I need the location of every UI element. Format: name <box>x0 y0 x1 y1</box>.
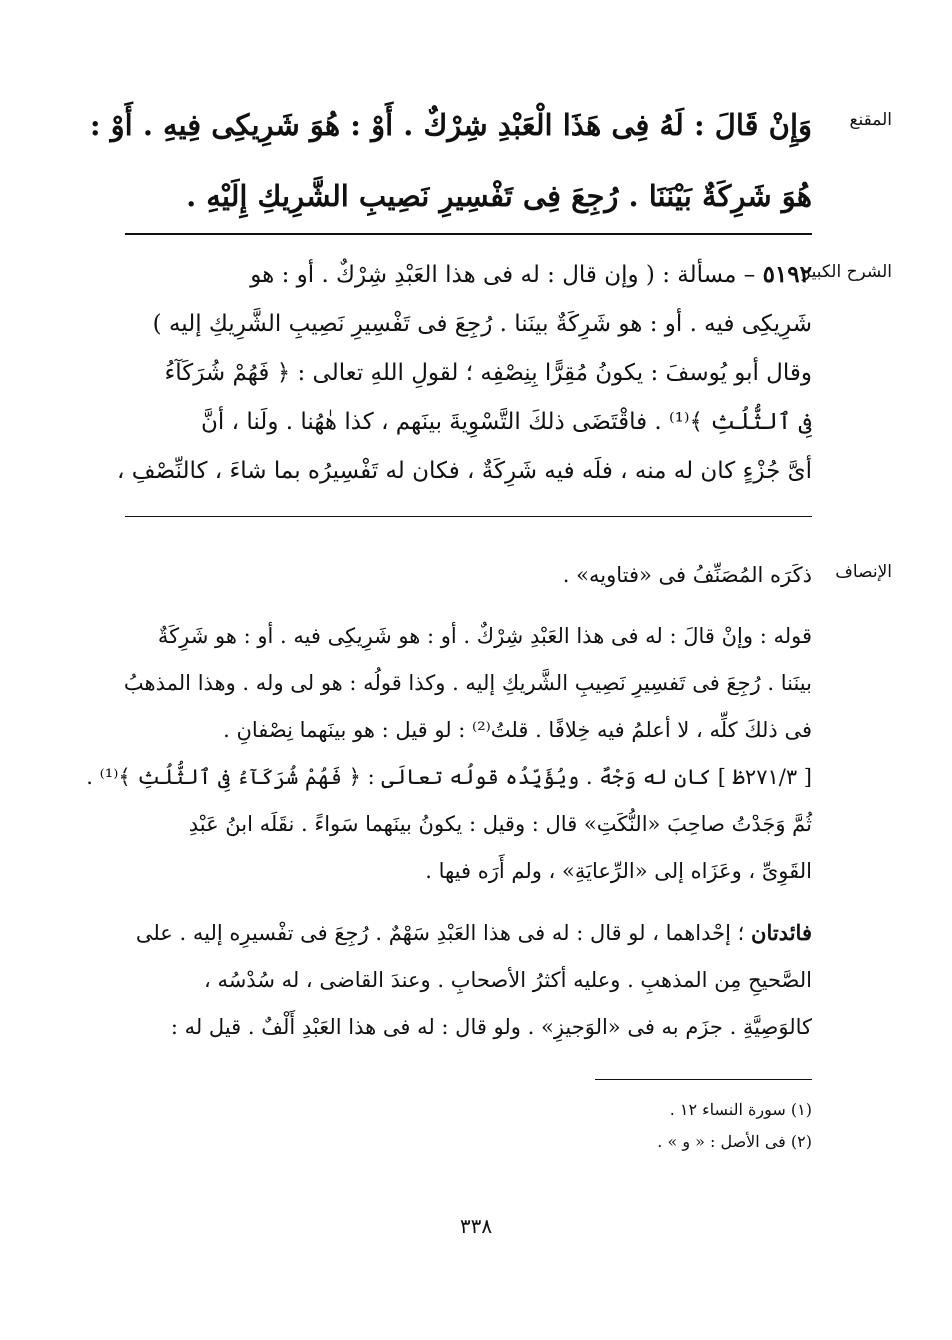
insaf-text <box>86 552 812 1051</box>
muqni-line-2: هُوَ شَرِكَةٌ بَيْنَنَا . رُجِعَ فِى تَفْسِيرِ نَصِيبِ الشَّرِيكِ إِلَيْهِ . <box>186 179 812 213</box>
footnote-2: (٢) فى الأصل : « و » . <box>657 1132 812 1151</box>
insaf-intro-line: ذكَرَه المُصَنِّفُ فى «فتاويه» . <box>562 563 812 587</box>
footnotes <box>312 1094 812 1158</box>
sharh-line-1-text: – مسألة : ( وإن قال : له فى هذا العَبْدِ شِرْكٌ . أو : هو <box>250 262 756 288</box>
insaf-p2-line-1-text: ؛ إحْداهما ، لو قال : له فى هذا العَبْدِ سَهْمٌ . رُجِعَ فى تفْسيرِه إليه . على <box>135 921 745 945</box>
insaf-p1-line-6: القَوِىِّ ، وعَزَاه إلى «الرِّعايَةِ» ، ولم أَرَه فيها . <box>425 859 812 883</box>
sharh-line-2: شَرِيكِى فيه . أو : هو شَرِكَةٌ بينَنا . رُجِعَ فى تَفْسِيرِ نَصِيبِ الشَّرِيكِ إليه ) <box>152 311 812 337</box>
sharh-line-4: فِى ٱلثُّلُثِ ﴾⁽¹⁾ . فاقْتَضَى ذلكَ التَّسْوِيةَ بينَهم ، كذا هٰهُنا . ولَنا ، أنَّ <box>201 409 812 435</box>
masala-number: ٥١٩٢ <box>762 261 812 288</box>
footnote-separator <box>595 1079 812 1080</box>
insaf-label: الإنصاف <box>835 562 892 582</box>
sharh-label: الشرح الكبير <box>802 262 892 282</box>
insaf-p1-line-3: فى ذلكَ كلِّه ، لا أعلمُ فيه خِلافًا . قلتُ⁽²⁾ : لو قيل : هو بينَهما نِصْفانِ . <box>223 718 812 742</box>
page-number: ٣٣٨ <box>459 1214 493 1238</box>
sharh-line-5: أىَّ جُزْءٍ كان له منه ، فلَه فيه شَرِكَةٌ ، فكان له تَفْسِيرُه بما شاءَ ، كالنِّصْفِ ، <box>117 458 812 484</box>
insaf-p1-line-1: قوله : وإنْ قالَ : له فى هذا العَبْدِ شِرْكٌ . أو : هو شَرِيكِى فيه . أو : هو شَرِكَةٌ <box>157 624 812 648</box>
muqni-line-1: وَإِنْ قَالَ : لَهُ فِى هَذَا الْعَبْدِ شِرْكٌ . أَوْ : هُوَ شَرِيكِى فِيهِ . أَوْ : <box>89 108 812 142</box>
sharh-line-3: وقال أبو يُوسفَ : يكونُ مُقِرًّا بِنِصْفِه ؛ لقولِ اللهِ تعالى : ﴿ فَهُمْ شُرَكَآءُ <box>164 360 812 386</box>
sharh-text <box>117 250 812 496</box>
insaf-p1-line-2: بينَنا . رُجِعَ فى تَفسِيرِ نَصِيبِ الشَّريكِ إليه . وكذا قولُه : هو لى وله . وهذا المذهبُ <box>123 671 812 695</box>
insaf-p1-line-4: [ ٢٧١/٣ظ ] كان له وَجْهٌ . ويُؤَيِّدُه قولُه تعالَى : ﴿ فَهُمْ شُرَكَآءُ فِى ٱلثُّلُثِ ﴾⁽¹⁾ . <box>86 765 812 789</box>
insaf-p2-line-2: الصَّحيحِ مِن المذهبِ . وعليه أكثرُ الأصحابِ . وعندَ القاضى ، له سُدْسُه ، <box>204 968 812 992</box>
muqni-text <box>89 90 812 232</box>
section-divider-middle <box>125 516 812 517</box>
muqni-label: المقنع <box>849 110 892 130</box>
insaf-p2-line-1 <box>120 909 812 957</box>
insaf-p2-line-3: كالوَصِيَّةِ . جزَم به فى «الوَجيزِ» . ولو قال : له فى هذا العَبْدِ أَلْفٌ . قيل له : <box>170 1015 812 1039</box>
sharh-line-1 <box>120 250 812 300</box>
section-divider-top <box>125 233 812 235</box>
footnote-1: (١) سورة النساء ١٢ . <box>669 1100 812 1119</box>
fawaid-heading: فائدتان <box>751 920 812 945</box>
insaf-p1-line-5: ثُمَّ وَجَدْتُ صاحِبَ «النُّكَتِ» قال : وقيل : يكونُ بينَهما سَواءً . نقَلَه ابنُ عَبْدِ <box>188 812 812 836</box>
